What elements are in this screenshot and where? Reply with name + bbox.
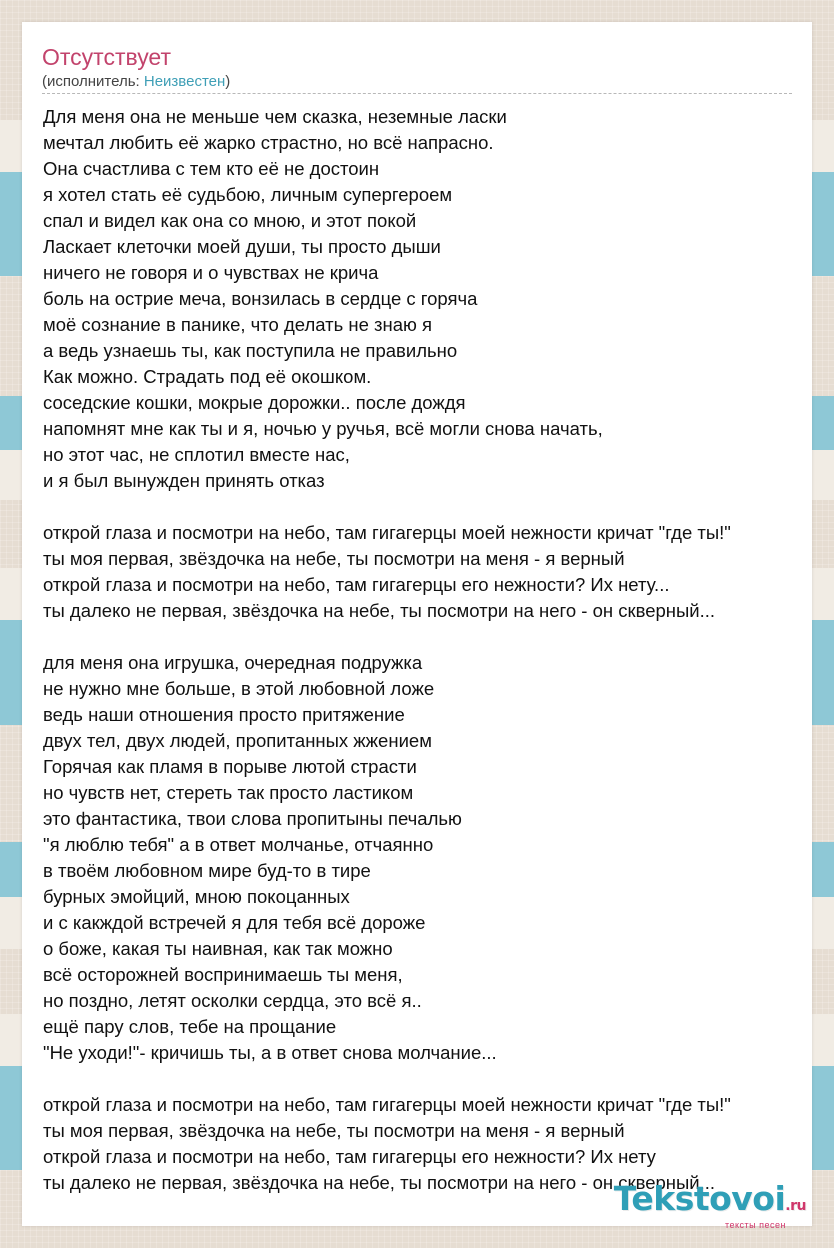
lyric-line: а ведь узнаешь ты, как поступила не правильно xyxy=(43,340,458,361)
site-logo[interactable] xyxy=(613,1179,806,1230)
lyric-line: Ласкает клеточки моей души, ты просто дыши xyxy=(43,236,441,257)
divider xyxy=(42,93,792,94)
artist-prefix: (исполнитель: xyxy=(42,73,144,90)
lyric-line: но этот час, не сплотил вместе нас, xyxy=(43,444,350,465)
lyric-line: Для меня она не меньше чем сказка, неземные ласки xyxy=(43,106,507,127)
lyric-line: мечтал любить её жарко страстно, но всё напрасно. xyxy=(43,132,494,153)
logo-wordmark xyxy=(613,1179,806,1223)
logo-name: Tekstovoi xyxy=(613,1179,786,1218)
lyric-spacer xyxy=(43,494,811,520)
lyric-line: "я люблю тебя" а в ответ молчанье, отчаянно xyxy=(43,834,434,855)
lyric-line: открой глаза и посмотри на небо, там гигагерцы его нежности? Их нету xyxy=(43,1146,656,1167)
lyric-line: "Не уходи!"- кричишь ты, а в ответ снова молчание... xyxy=(43,1042,497,1063)
lyric-line: ничего не говоря и о чувствах не крича xyxy=(43,262,379,283)
lyrics-card xyxy=(22,22,812,1226)
lyric-line: бурных эмойций, мною покоцанных xyxy=(43,886,350,907)
lyric-line: ведь наши отношения просто притяжение xyxy=(43,704,405,725)
lyric-line: но поздно, летят осколки сердца, это всё я.. xyxy=(43,990,422,1011)
lyric-line: это фантастика, твои слова пропитыны печалью xyxy=(43,808,462,829)
lyric-line: я хотел стать её судьбою, личным супергероем xyxy=(43,184,453,205)
lyric-line: Как можно. Страдать под её окошком. xyxy=(43,366,372,387)
artist-suffix: ) xyxy=(225,73,231,90)
lyric-line: всё осторожней воспринимаешь ты меня, xyxy=(43,964,403,985)
lyric-line: открой глаза и посмотри на небо, там гигагерцы моей нежности кричат "где ты!" xyxy=(43,1094,731,1115)
lyric-line: ты моя первая, звёздочка на небе, ты посмотри на меня - я верный xyxy=(43,1120,625,1141)
artist-link[interactable]: Неизвестен xyxy=(143,73,226,90)
lyric-line: Она счастлива с тем кто её не достоин xyxy=(43,158,380,179)
lyric-line: моё сознание в панике, что делать не знаю я xyxy=(43,314,433,335)
lyric-line: открой глаза и посмотри на небо, там гигагерцы моей нежности кричат "где ты!" xyxy=(43,522,731,543)
lyric-line: для меня она игрушка, очередная подружка xyxy=(43,652,423,673)
lyric-line: о боже, какая ты наивная, как так можно xyxy=(43,938,393,959)
lyric-spacer xyxy=(43,624,811,650)
lyric-line: боль на острие меча, вонзилась в сердце с горяча xyxy=(43,288,478,309)
lyric-line: двух тел, двух людей, пропитанных жжением xyxy=(43,730,432,751)
lyric-line: и я был вынужден принять отказ xyxy=(43,470,325,491)
lyric-spacer xyxy=(43,1066,811,1092)
lyric-line: ещё пару слов, тебе на прощание xyxy=(43,1016,337,1037)
song-title: Отсутствует xyxy=(42,44,171,70)
lyric-line: соседские кошки, мокрые дорожки.. после дождя xyxy=(43,392,466,413)
lyric-line: и с какждой встречей я для тебя всё дороже xyxy=(43,912,426,933)
lyrics-text xyxy=(43,104,811,1196)
lyric-line: ты далеко не первая, звёздочка на небе, ты посмотри на него - он скверный... xyxy=(43,1172,716,1193)
lyric-line: ты далеко не первая, звёздочка на небе, ты посмотри на него - он скверный... xyxy=(43,600,716,621)
lyric-line: в твоём любовном мире буд-то в тире xyxy=(43,860,371,881)
logo-suffix: .ru xyxy=(785,1198,806,1214)
artist-line xyxy=(42,73,230,91)
logo-tagline: тексты песен xyxy=(724,1220,786,1230)
lyric-line: Горячая как пламя в порыве лютой страсти xyxy=(43,756,417,777)
lyric-line: не нужно мне больше, в этой любовной ложе xyxy=(43,678,435,699)
lyric-line: открой глаза и посмотри на небо, там гигагерцы его нежности? Их нету... xyxy=(43,574,670,595)
lyric-line: напомнят мне как ты и я, ночью у ручья, всё могли снова начать, xyxy=(43,418,603,439)
lyric-line: но чувств нет, стереть так просто ластиком xyxy=(43,782,414,803)
lyric-line: ты моя первая, звёздочка на небе, ты посмотри на меня - я верный xyxy=(43,548,625,569)
lyric-line: спал и видел как она со мною, и этот покой xyxy=(43,210,417,231)
